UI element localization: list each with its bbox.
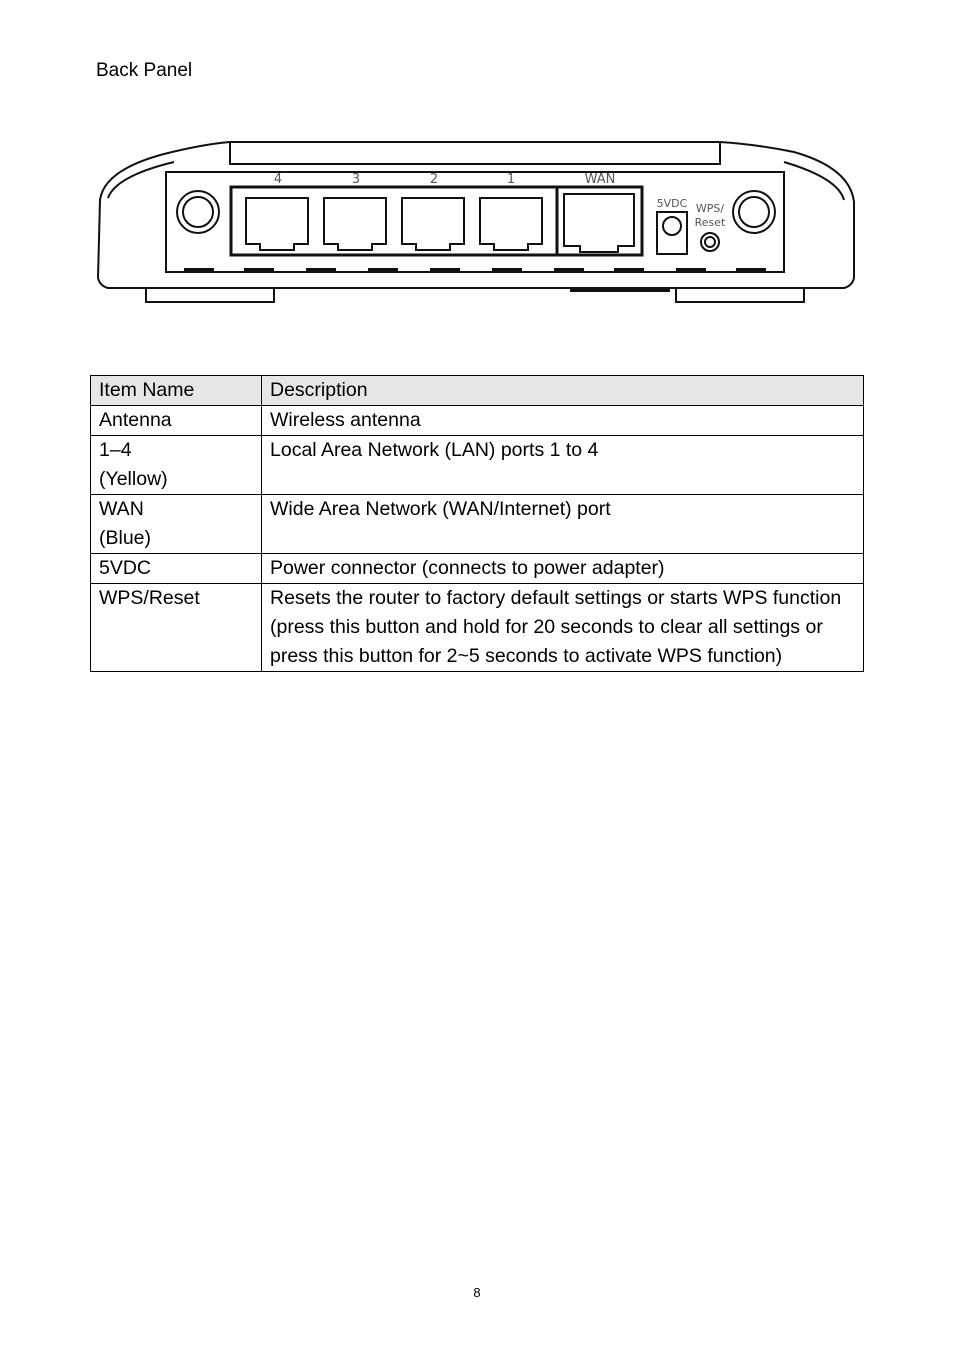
- item-description-table: [90, 375, 864, 672]
- item-cell: 5VDC: [91, 554, 262, 584]
- port-label-4: 4: [273, 172, 283, 187]
- port-label-2: 2: [429, 172, 439, 187]
- description-cell: Resets the router to factory default settings or starts WPS function (press this button and hold for 20 seconds to clear all settings or press this button for 2~5 seconds to activate WPS function): [262, 584, 864, 672]
- wps-label-line2: Reset: [694, 216, 726, 229]
- port-label-3: 3: [351, 172, 361, 187]
- description-cell: Wide Area Network (WAN/Internet) port: [262, 495, 864, 554]
- table-row: [91, 584, 864, 672]
- item-cell: WPS/Reset: [91, 584, 262, 672]
- table-header-row: [91, 376, 864, 406]
- item-cell: WAN (Blue): [91, 495, 262, 554]
- power-label: 5VDC: [656, 197, 688, 210]
- page-number: 8: [473, 1285, 481, 1300]
- table-row: [91, 554, 864, 584]
- header-description: Description: [262, 376, 864, 406]
- section-title: Back Panel: [96, 60, 193, 81]
- port-label-1: 1: [506, 172, 516, 187]
- header-item-name: Item Name: [91, 376, 262, 406]
- item-cell: Antenna: [91, 406, 262, 436]
- wan-label: WAN: [584, 172, 616, 187]
- item-cell: 1–4 (Yellow): [91, 436, 262, 495]
- table-row: [91, 495, 864, 554]
- table-row: [91, 436, 864, 495]
- wps-label-line1: WPS/: [695, 202, 725, 215]
- router-back-panel-diagram: [94, 138, 858, 308]
- description-cell: Local Area Network (LAN) ports 1 to 4: [262, 436, 864, 495]
- description-cell: Wireless antenna: [262, 406, 864, 436]
- table-row: [91, 406, 864, 436]
- description-cell: Power connector (connects to power adapter): [262, 554, 864, 584]
